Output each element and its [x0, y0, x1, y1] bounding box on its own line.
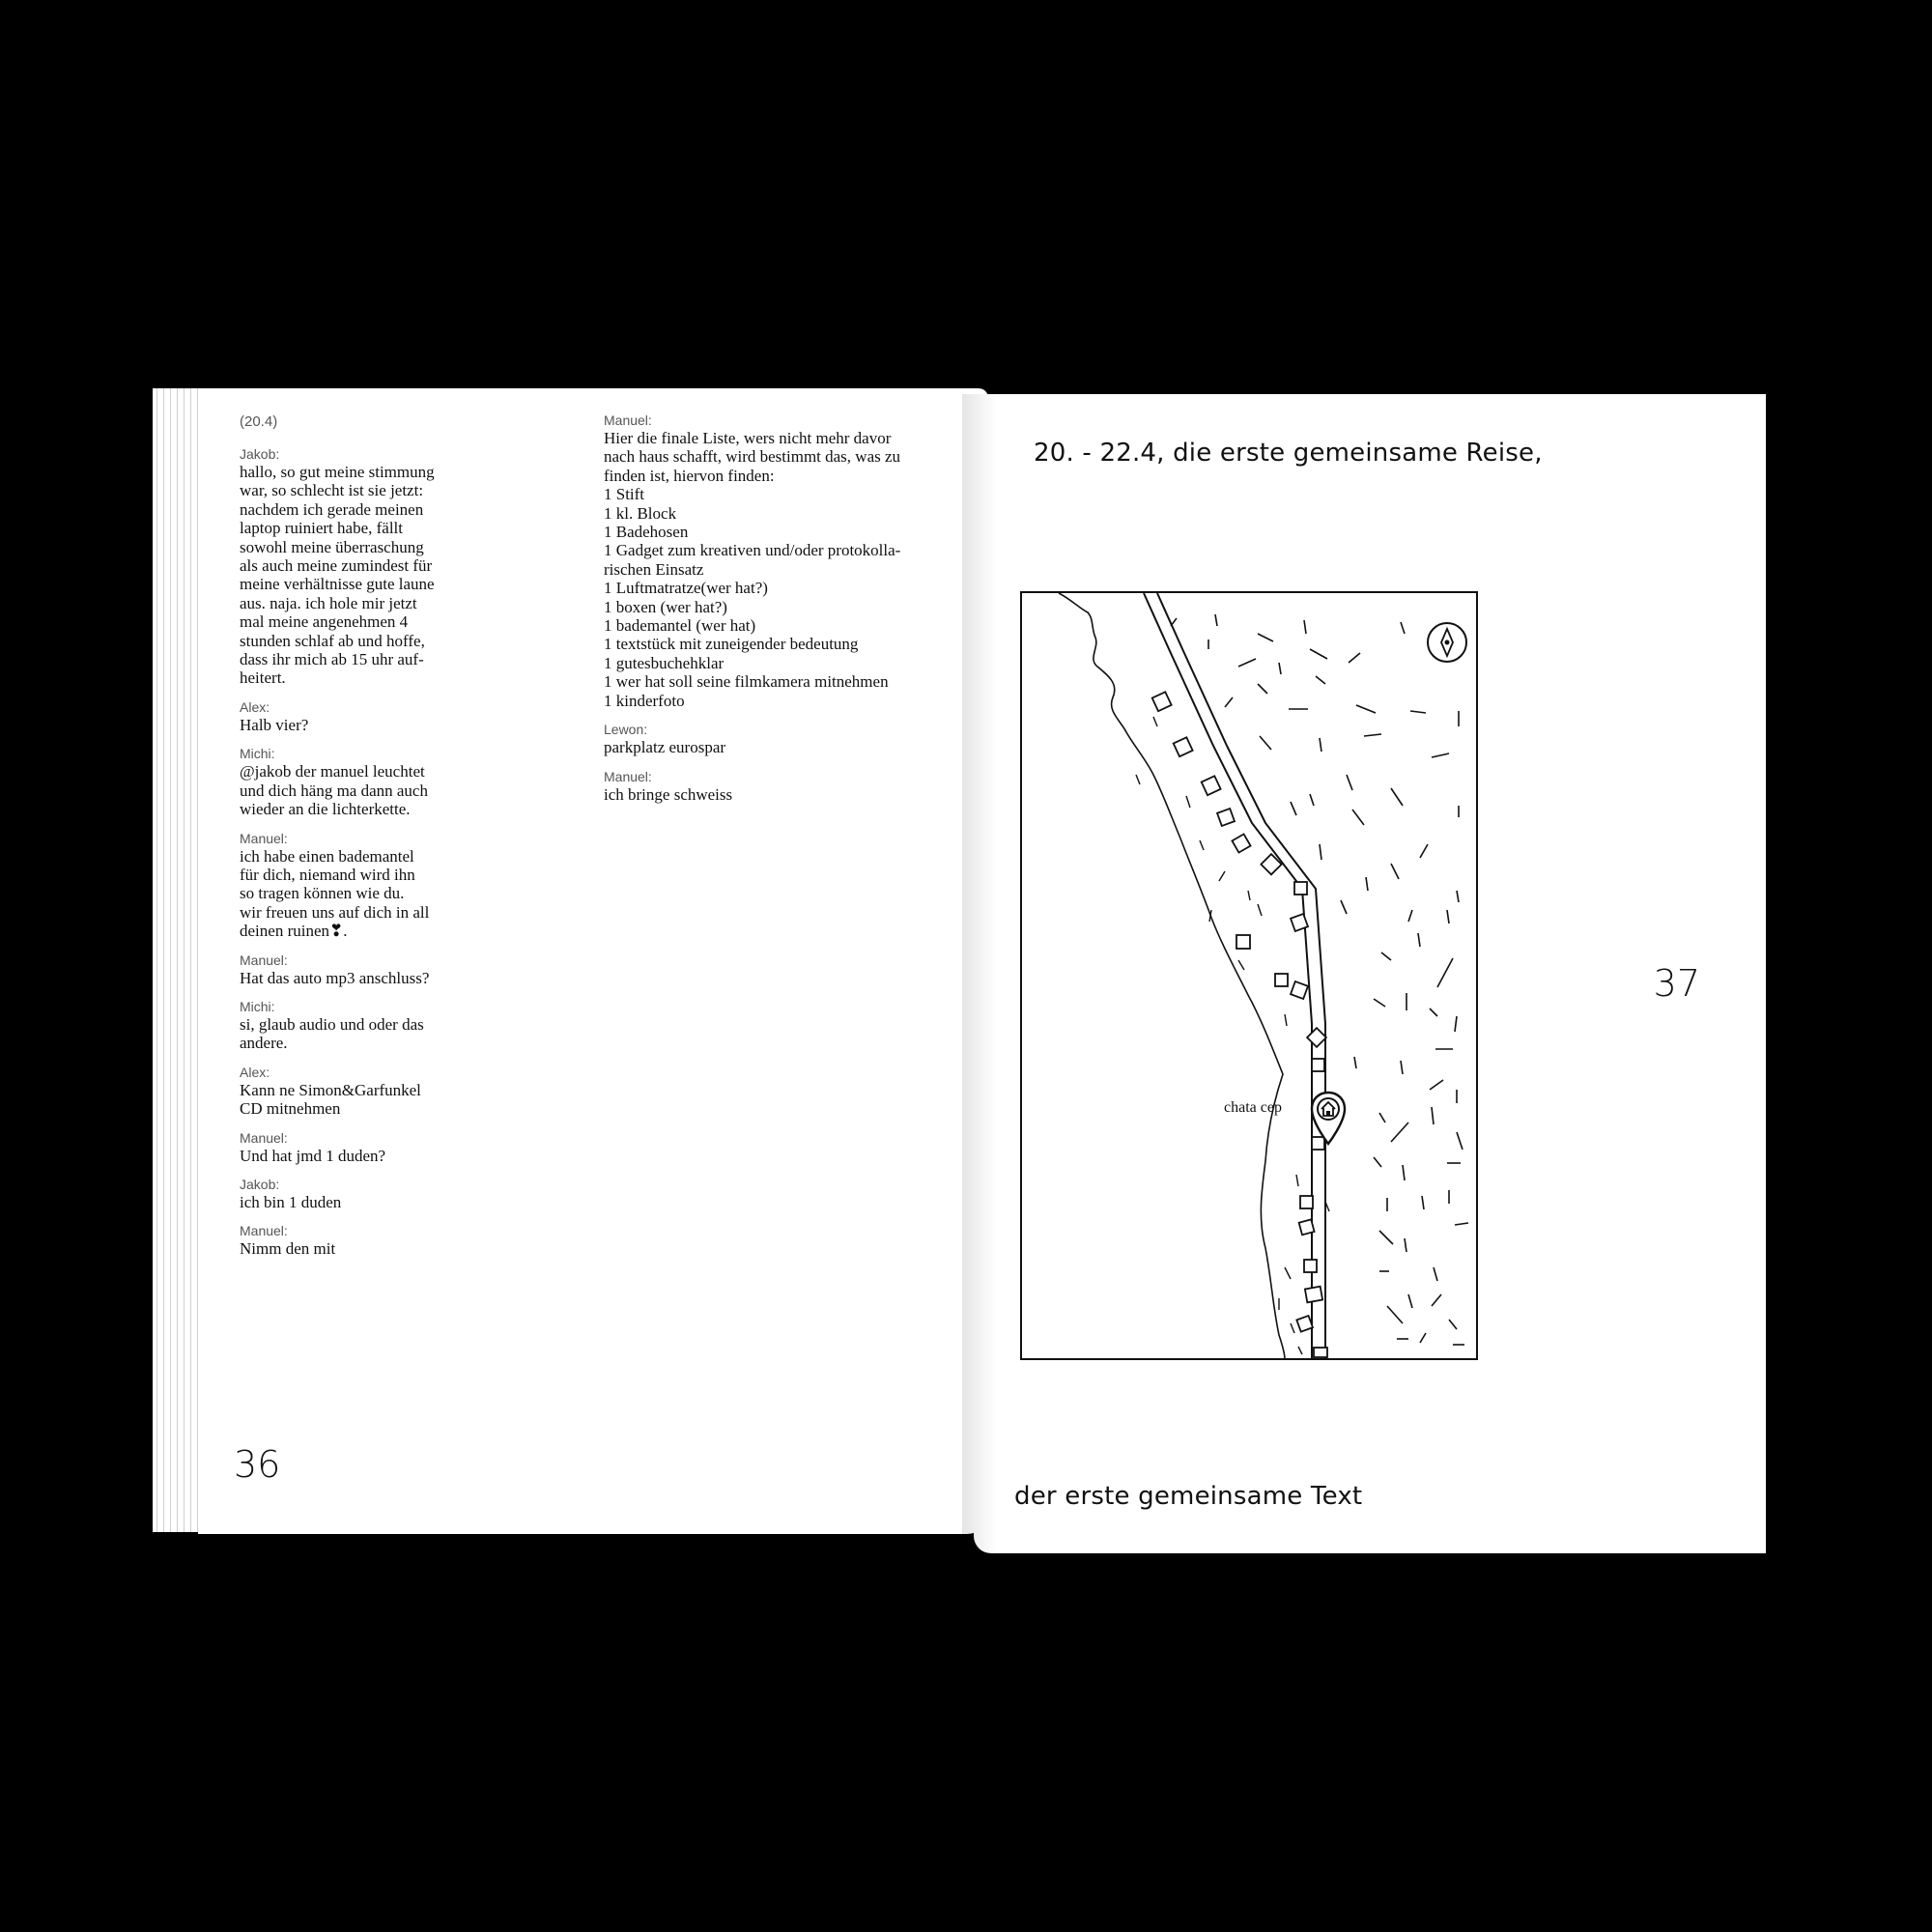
- message-text: ich habe einen bademantel für dich, niemand wird ihn so tragen können wie du. wir freuen uns auf dich in all deinen ruinen❣.: [240, 846, 430, 941]
- chat-message: [604, 412, 990, 710]
- message-text: Halb vier?: [240, 715, 309, 734]
- chat-column-1: [240, 413, 510, 1269]
- chat-message: [240, 1222, 510, 1258]
- chat-message: [604, 721, 990, 756]
- chat-message: [240, 1176, 510, 1211]
- speaker-name: Alex:: [240, 698, 270, 715]
- speaker-name: Manuel:: [604, 412, 652, 428]
- page-number: 37: [1653, 962, 1700, 1005]
- speaker-name: Michi:: [240, 746, 275, 762]
- map-svg: [1020, 591, 1478, 1360]
- speaker-name: Jakob:: [240, 446, 280, 462]
- message-text: Hier die finale Liste, wers nicht mehr davor nach haus schafft, wird bestimmt das, was zu finden ist, hiervon finden: 1 Stift 1 kl. Block 1 Badehosen 1 Gadget zum kreativen und/oder protokolla- rischen Einsatz 1 Luftmatratze(wer hat?) 1 boxen (wer hat?) 1 bademantel (wer hat) 1 textstück mit zuneigender bedeutung 1 gutesbuchehklar 1 wer hat soll seine filmkamera mitnehmen 1 kinderfoto: [604, 429, 901, 710]
- message-text: parkplatz eurospar: [604, 738, 726, 757]
- chat-message: [240, 745, 510, 818]
- page-footer-text: der erste gemeinsame Text: [1014, 1482, 1363, 1511]
- speaker-name: Lewon:: [604, 722, 648, 738]
- chat-message: [240, 952, 510, 987]
- speaker-name: Manuel:: [240, 952, 288, 968]
- speaker-name: Manuel:: [240, 830, 288, 846]
- message-text: Kann ne Simon&Garfunkel CD mitnehmen: [240, 1080, 421, 1119]
- chat-message: [240, 1129, 510, 1165]
- message-text: Hat das auto mp3 anschluss?: [240, 968, 430, 987]
- message-text: ich bringe schweiss: [604, 784, 733, 804]
- page-heading: 20. - 22.4, die erste gemeinsame Reise,: [1034, 439, 1543, 468]
- map-border: [1021, 592, 1477, 1359]
- message-text: ich bin 1 duden: [240, 1192, 342, 1211]
- speaker-name: Michi:: [240, 998, 275, 1014]
- speaker-name: Jakob:: [240, 1176, 280, 1192]
- message-text: @jakob der manuel leuchtet und dich häng ma dann auch wieder an die lichterkette.: [240, 762, 428, 819]
- map-place-label: chata cep: [1224, 1099, 1282, 1116]
- chat-message: [604, 768, 990, 804]
- message-text: hallo, so gut meine stimmung war, so schlecht ist sie jetzt: nachdem ich gerade meinen laptop ruiniert habe, fällt sowohl meine überraschung als auch meine zumindest für meine verhältnisse gute laune aus. naja. ich hole mir jetzt mal meine angenehmen 4 stunden schlaf ab und hoffe, dass ihr mich ab 15 uhr auf- heitert.: [240, 463, 435, 688]
- message-text: Nimm den mit: [240, 1239, 336, 1259]
- right-page: [974, 394, 1766, 1553]
- speaker-name: Alex:: [240, 1064, 270, 1080]
- date-label: (20.4): [240, 413, 278, 430]
- chat-message: [240, 1064, 510, 1119]
- chat-message: [240, 698, 510, 734]
- gutter-shadow: [962, 394, 997, 1553]
- book-page-edges: [153, 388, 203, 1532]
- speaker-name: Manuel:: [240, 1129, 288, 1146]
- message-text: Und hat jmd 1 duden?: [240, 1146, 386, 1165]
- location-pin-home-icon: [1309, 1090, 1348, 1146]
- message-text: si, glaub audio und oder das andere.: [240, 1014, 424, 1053]
- chat-message: [240, 830, 510, 941]
- page-number: 36: [234, 1443, 281, 1486]
- compass-icon: [1426, 618, 1468, 667]
- chat-message: [240, 445, 510, 688]
- map-illustration: [1020, 591, 1478, 1360]
- chat-message: [240, 998, 510, 1053]
- speaker-name: Manuel:: [604, 768, 652, 784]
- speaker-name: Manuel:: [240, 1223, 288, 1239]
- left-page: [198, 388, 988, 1534]
- chat-column-2: [604, 412, 990, 814]
